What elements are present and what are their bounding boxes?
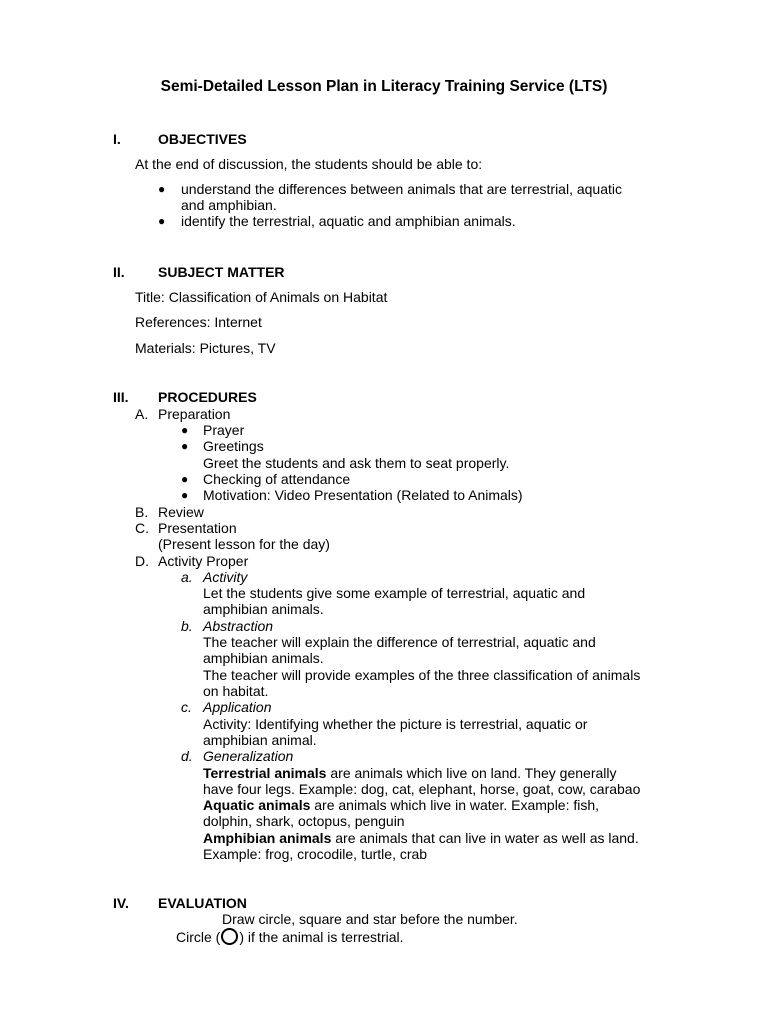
procedure-preparation: Preparation xyxy=(158,406,231,422)
activity-text: Let the students give some example of terrestrial, aquatic and xyxy=(203,585,586,601)
prep-item: Motivation: Video Presentation (Related to Animals) xyxy=(203,487,523,503)
evaluation-circle-rule xyxy=(176,928,404,945)
objective-item: identify the terrestrial, aquatic and amphibian animals. xyxy=(181,213,516,229)
section-numeral: II. xyxy=(113,264,125,280)
section-numeral: I. xyxy=(113,131,121,147)
sub-letter: b. xyxy=(181,618,193,634)
generalization-amphibian xyxy=(203,830,639,846)
generalization-terrestrial xyxy=(203,765,617,781)
circle-rule-prefix: Circle ( xyxy=(176,929,221,945)
abstraction-text: amphibian animals. xyxy=(203,650,324,666)
procedure-activity-proper: Activity Proper xyxy=(158,553,249,569)
section-numeral: III. xyxy=(113,389,129,405)
prep-item: Greetings xyxy=(203,438,264,454)
section-heading-objectives: OBJECTIVES xyxy=(158,131,247,147)
procedure-review: Review xyxy=(158,504,204,520)
evaluation-instruction: Draw circle, square and star before the number. xyxy=(222,911,518,927)
subheading-generalization: Generalization xyxy=(203,748,294,764)
definition-text: are animals that can live in water as well as land. xyxy=(331,830,639,846)
subheading-application: Application xyxy=(203,699,272,715)
bullet-icon: ● xyxy=(158,182,166,196)
prep-item: Prayer xyxy=(203,422,245,438)
list-letter: A. xyxy=(135,406,149,422)
term-aquatic: Aquatic animals xyxy=(203,797,311,813)
subject-title-line: Title: Classification of Animals on Habitat xyxy=(135,289,388,305)
application-text: Activity: Identifying whether the picture is terrestrial, aquatic or xyxy=(203,716,588,732)
definition-text: are animals which live on land. They generally xyxy=(326,765,617,781)
definition-text: are animals which live in water. Example: fish, xyxy=(310,797,600,813)
prep-item: Checking of attendance xyxy=(203,471,351,487)
section-heading-subject-matter: SUBJECT MATTER xyxy=(158,264,285,280)
terrestrial-examples: have four legs. Example: dog, cat, elephant, horse, goat, cow, carabao xyxy=(203,781,641,797)
prep-item-note: Greet the students and ask them to seat properly. xyxy=(203,455,510,471)
objectives-intro: At the end of discussion, the students should be able to: xyxy=(135,156,483,172)
list-letter: C. xyxy=(135,520,149,536)
term-terrestrial: Terrestrial animals xyxy=(203,765,327,781)
bullet-icon: ● xyxy=(158,214,166,228)
sub-letter: d. xyxy=(181,748,193,764)
bullet-icon: ● xyxy=(181,472,189,486)
objective-item: understand the differences between animals that are terrestrial, aquatic xyxy=(181,181,622,197)
list-letter: B. xyxy=(135,504,149,520)
generalization-aquatic xyxy=(203,797,599,813)
circle-rule-suffix: ) if the animal is terrestrial. xyxy=(239,929,404,945)
procedure-presentation: Presentation xyxy=(158,520,237,536)
aquatic-examples: dolphin, shark, octopus, penguin xyxy=(203,813,405,829)
presentation-note: (Present lesson for the day) xyxy=(158,536,330,552)
bullet-icon: ● xyxy=(181,488,189,502)
bullet-icon: ● xyxy=(181,439,189,453)
term-amphibian: Amphibian animals xyxy=(203,830,332,846)
subheading-abstraction: Abstraction xyxy=(203,618,274,634)
sub-letter: c. xyxy=(181,699,192,715)
list-letter: D. xyxy=(135,553,149,569)
bullet-icon: ● xyxy=(181,423,189,437)
subject-materials-line: Materials: Pictures, TV xyxy=(135,340,276,356)
abstraction-text: The teacher will provide examples of the three classification of animals xyxy=(203,667,641,683)
page-title: Semi-Detailed Lesson Plan in Literacy Training Service (LTS) xyxy=(160,78,608,95)
subheading-activity: Activity xyxy=(203,569,248,585)
section-heading-evaluation: EVALUATION xyxy=(158,895,247,911)
application-text: amphibian animal. xyxy=(203,732,317,748)
sub-letter: a. xyxy=(181,569,193,585)
section-heading-procedures: PROCEDURES xyxy=(158,389,257,405)
circle-icon xyxy=(221,928,238,945)
section-numeral: IV. xyxy=(113,895,129,911)
abstraction-text: The teacher will explain the difference of terrestrial, aquatic and xyxy=(203,634,596,650)
abstraction-text: on habitat. xyxy=(203,683,269,699)
amphibian-examples: Example: frog, crocodile, turtle, crab xyxy=(203,846,428,862)
subject-references-line: References: Internet xyxy=(135,314,262,330)
objective-item-continued: and amphibian. xyxy=(181,197,277,213)
activity-text: amphibian animals. xyxy=(203,601,324,617)
